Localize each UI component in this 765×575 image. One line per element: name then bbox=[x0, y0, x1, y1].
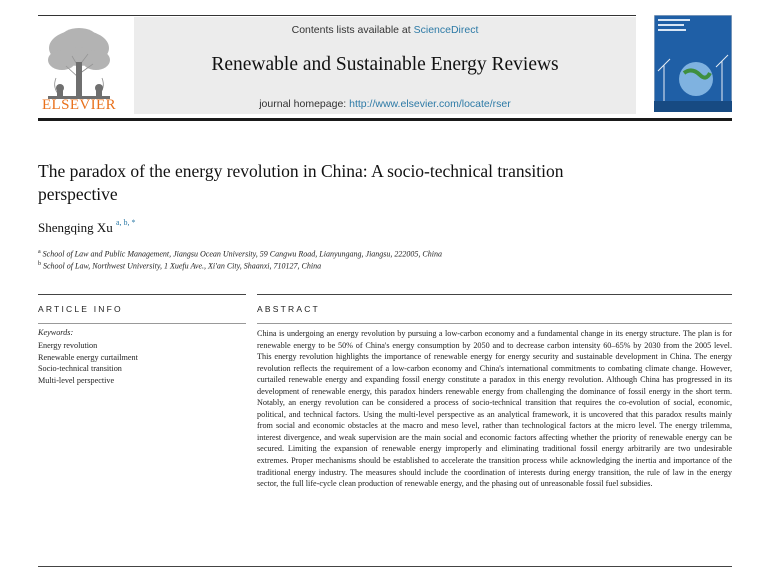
abstract-body: China is undergoing an energy revolution by pursuing a low-carbon economy and a fundamental change in its energy structure. The plan is for renewable energy to be 50% of China's energy consumption by 2050 and to decrease carbon intensity 60–65% by 2030 from the 2005 level. This energy revolution highlights the importance of renewable energy for energy security and sustainable development in China. The energy revolution reflects the requirement of a low-carbon economy and China's international commitments to combating climate change. However, curtailed renewable energy and expanding fossil energy constitute a paradox in this energy revolution. Although China has progressed in its development of renewable energy, this paradox hinders renewable energy from challenging the dominance of fossil energy in the short term. Notably, an energy revolution can be considered a process of socio-technical transition that requires the co-evolution of social, economic, political, and technical factors. Using the multi-level perspective as an analytical framework, it is uncovered that this paradox results mainly from social and economic obstacles at the macro and meso level, rather than technological factors at the micro level. The energy trilemma, interest divergence, and weak supervision are the main social and economic factors affecting whether the priority of renewable energy can be secured. Limiting the expansion of renewable energy improperly and eliminating traditional fossil energy arbitrarily are two undesirable extremes. Proper mechanisms should be established to accelerate the transition process while acknowledging the inertia and importance of the traditional energy industry. The measures should include the coordination of interests during energy transition, the rule of law in the energy sector, the full life-cycle clean production of renewable energy, and the phasing out of unreasonable fossil fuel subsidies. bbox=[257, 329, 732, 489]
contents-line bbox=[134, 24, 636, 36]
abstract-top-rule bbox=[257, 294, 732, 295]
affiliation-a bbox=[38, 249, 442, 259]
keywords-label: Keywords: bbox=[38, 328, 74, 337]
affiliation-text: School of Law and Public Management, Jiangsu Ocean University, 59 Cangwu Road, Lianyungang, Jiangsu, 222005, China bbox=[42, 249, 442, 259]
affiliation-mark: b bbox=[38, 261, 41, 267]
keyword-item: Multi-level perspective bbox=[38, 375, 115, 385]
abstract-heading: ABSTRACT bbox=[257, 304, 320, 314]
affiliation-text: School of Law, Northwest University, 1 Xuefu Ave., Xi'an City, Shaanxi, 710127, China bbox=[43, 261, 322, 271]
article-info-heading: ARTICLE INFO bbox=[38, 304, 123, 314]
header-bottom-rule bbox=[38, 118, 732, 121]
article-info-top-rule bbox=[38, 294, 246, 295]
author-affiliation-marks[interactable]: a, b, * bbox=[116, 218, 136, 227]
keyword-item: Renewable energy curtailment bbox=[38, 352, 138, 362]
author-line bbox=[38, 220, 136, 236]
contents-prefix: Contents lists available at bbox=[291, 24, 411, 36]
header-top-rule bbox=[38, 15, 636, 16]
publisher-wordmark[interactable]: ELSEVIER bbox=[41, 97, 117, 113]
keywords-list bbox=[38, 340, 138, 386]
journal-cover-thumbnail[interactable] bbox=[654, 15, 732, 112]
affiliation-mark: a bbox=[38, 249, 41, 255]
article-info-divider bbox=[38, 323, 246, 324]
abstract-divider bbox=[257, 323, 732, 324]
keyword-item: Socio-technical transition bbox=[38, 364, 122, 373]
journal-title[interactable]: Renewable and Sustainable Energy Reviews bbox=[211, 54, 559, 75]
page-bottom-rule bbox=[38, 566, 732, 567]
homepage-prefix: journal homepage: bbox=[259, 98, 347, 110]
homepage-link[interactable]: http://www.elsevier.com/locate/rser bbox=[349, 98, 511, 110]
homepage-line bbox=[134, 98, 636, 110]
author-name[interactable]: Shengqing Xu bbox=[38, 220, 113, 235]
article-title: The paradox of the energy revolution in China: A socio-technical transition perspective bbox=[38, 161, 564, 204]
sciencedirect-link[interactable]: ScienceDirect bbox=[413, 24, 479, 36]
affiliation-b bbox=[38, 261, 321, 271]
keyword-item: Energy revolution bbox=[38, 341, 98, 350]
